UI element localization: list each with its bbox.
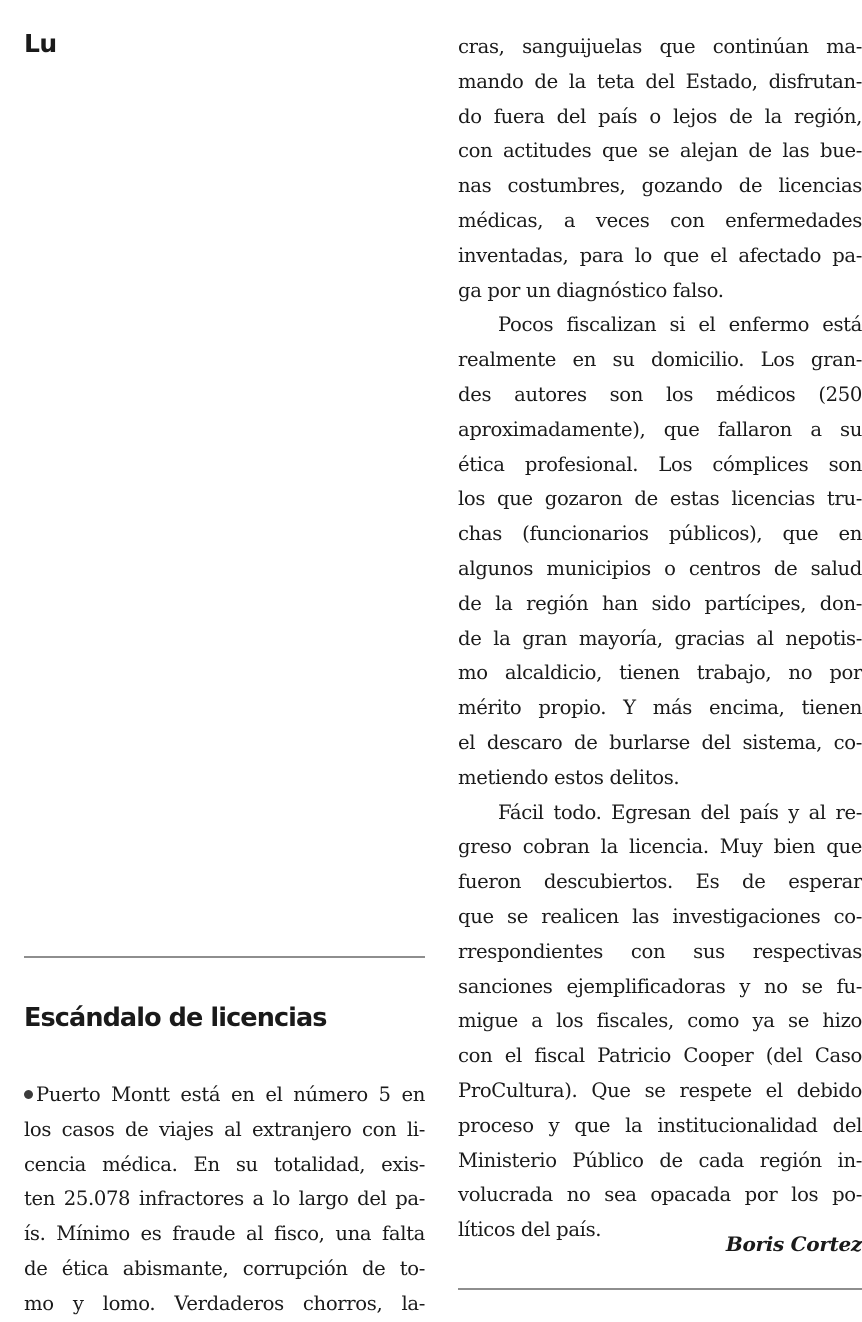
body-line: algunos municipios o centros de salud — [458, 556, 862, 580]
body-line: ís. Mínimo es fraude al fisco, una falta — [24, 1222, 425, 1246]
body-line: ProCultura). Que se respete el debido — [458, 1078, 862, 1102]
body-line: rrespondientes con sus respectivas — [458, 939, 862, 963]
body-line: médicas, a veces con enfermedades — [458, 208, 862, 232]
body-line: volucrada no sea opacada por los po- — [458, 1183, 862, 1207]
body-line: cencia médica. En su totalidad, exis- — [24, 1152, 425, 1176]
body-line: metiendo estos delitos. — [458, 765, 680, 789]
body-line: mando de la teta del Estado, disfrutan- — [458, 69, 862, 93]
body-line: de la gran mayoría, gracias al nepotis- — [458, 626, 862, 650]
bullet-icon — [24, 1090, 33, 1099]
body-line: Pocos fiscalizan si el enfermo está — [498, 313, 862, 337]
body-line: de ética abismante, corrupción de to- — [24, 1256, 425, 1280]
letter-body-right-column — [458, 30, 862, 1248]
body-line: realmente en su domicilio. Los gran- — [458, 348, 862, 372]
body-line: que se realicen las investigaciones co- — [458, 904, 862, 928]
body-line: proceso y que la institucionalidad del — [458, 1113, 862, 1137]
body-line: nas costumbres, gozando de licencias — [458, 174, 862, 198]
body-line: mo alcaldicio, tienen trabajo, no por — [458, 661, 862, 685]
body-line: mo y lomo. Verdaderos chorros, la- — [24, 1291, 425, 1315]
body-line: greso cobran la licencia. Muy bien que — [458, 835, 862, 859]
body-line: líticos del país. — [458, 1218, 602, 1242]
body-line: Ministerio Público de cada región in- — [458, 1148, 862, 1172]
letter-body-left-column — [24, 1078, 425, 1322]
body-line: do fuera del país o lejos de la región, — [458, 104, 862, 128]
section-divider — [24, 956, 425, 958]
body-line: el descaro de burlarse del sistema, co- — [458, 730, 862, 754]
body-line: con el fiscal Patricio Cooper (del Caso — [458, 1044, 862, 1068]
section-kicker: Lu — [24, 29, 57, 58]
body-line: los que gozaron de estas licencias tru- — [458, 487, 862, 511]
body-line: de la región han sido partícipes, don- — [458, 591, 862, 615]
body-line: inventadas, para lo que el afectado pa- — [458, 243, 862, 267]
body-line: Puerto Montt está en el número 5 en — [24, 1078, 425, 1113]
body-line: ten 25.078 infractores a lo largo del pa- — [24, 1187, 425, 1211]
bottom-divider — [458, 1288, 862, 1290]
body-line: los casos de viajes al extranjero con li- — [24, 1117, 425, 1141]
letter-signature: Boris Cortez — [725, 1232, 862, 1256]
body-line: con actitudes que se alejan de las bue- — [458, 139, 862, 163]
body-line: migue a los fiscales, como ya se hizo — [458, 1009, 862, 1033]
body-line: ética profesional. Los cómplices son — [458, 452, 862, 476]
body-line: sanciones ejemplificadoras y no se fu- — [458, 974, 862, 998]
letter-headline: Escándalo de licencias — [24, 1003, 327, 1033]
body-line: Fácil todo. Egresan del país y al re- — [498, 800, 862, 824]
body-line: ga por un diagnóstico falso. — [458, 278, 724, 302]
body-line: cras, sanguijuelas que continúan ma- — [458, 35, 862, 58]
body-line: aproximadamente), que fallaron a su — [458, 417, 862, 441]
body-line: fueron descubiertos. Es de esperar — [458, 870, 862, 894]
body-line: des autores son los médicos (250 — [458, 382, 862, 406]
body-line: mérito propio. Y más encima, tienen — [458, 696, 862, 720]
body-line: chas (funcionarios públicos), que en — [458, 522, 862, 546]
